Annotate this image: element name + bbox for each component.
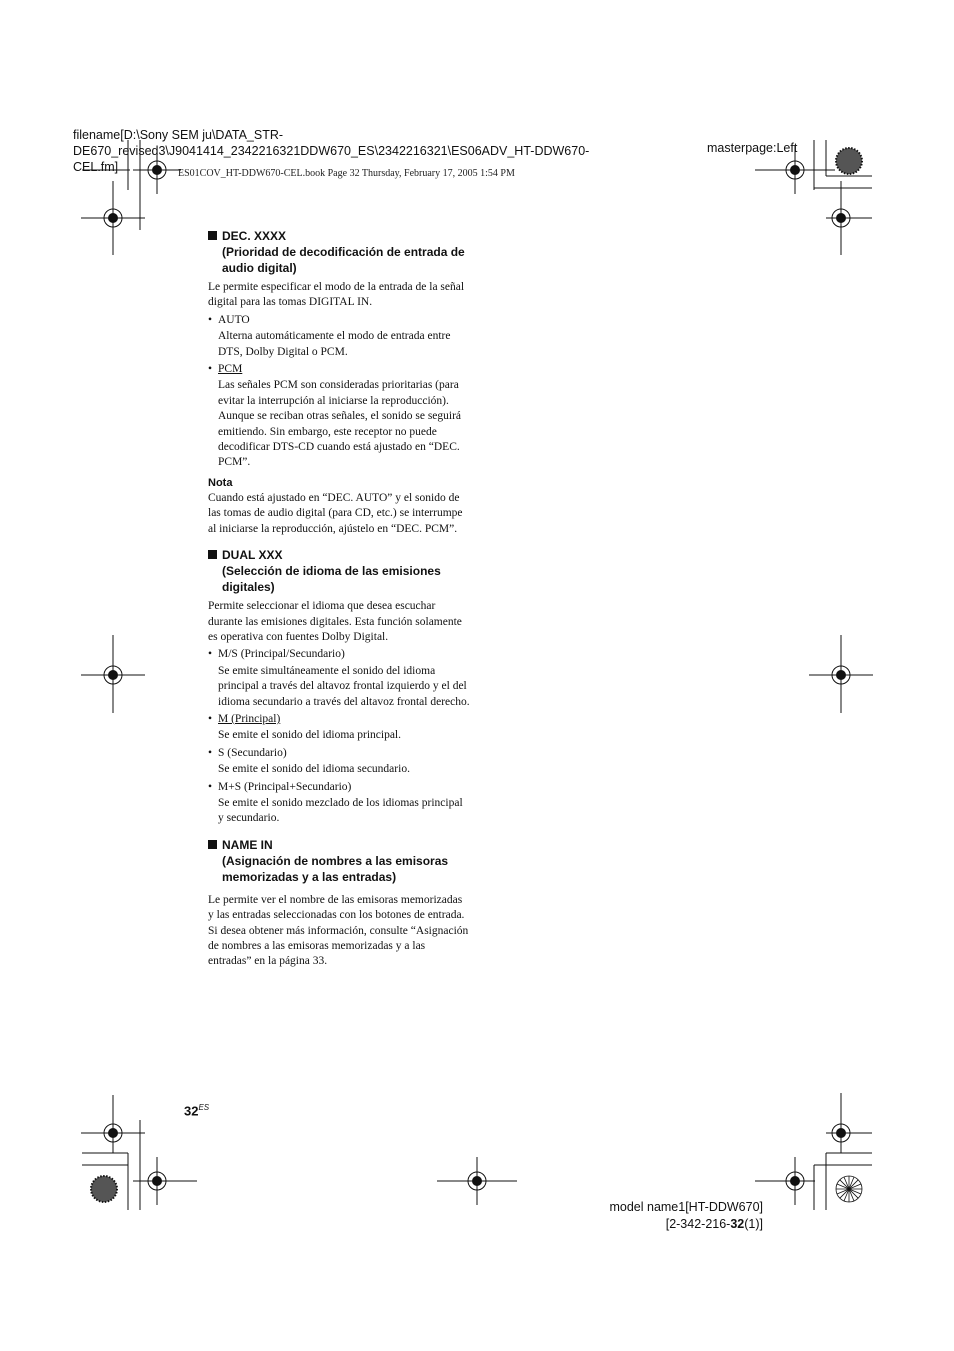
option-description: Alterna automáticamente el modo de entrada entre DTS, Dolby Digital o PCM. <box>218 330 451 358</box>
option-description: Las señales PCM son consideradas prioritarias (para evitar la interrupción al iniciarse la reproducción). Aunque se reciban otras señales, el sonido se seguirá emitiendo. Sin embargo, este receptor no puede decodificar DTS-CD cuando está ajustado en “DEC. PCM”. <box>218 379 462 469</box>
model-line-2 <box>609 1216 763 1233</box>
option-description: Se emite el sonido del idioma principal. <box>218 729 402 742</box>
model-line-1: model name1[HT-DDW670] <box>609 1200 763 1214</box>
model-code-page: 32 <box>730 1217 745 1231</box>
option-label: S (Secundario) <box>218 746 287 759</box>
option-label-default: PCM <box>218 363 243 376</box>
model-code-suffix: (1)] <box>744 1217 763 1231</box>
masterpage-label: masterpage:Left <box>707 141 798 155</box>
section-subtitle: (Asignación de nombres a las emisoras memorizadas y a las entradas) <box>222 853 449 884</box>
note-title: Nota <box>208 476 233 489</box>
square-bullet-icon <box>208 550 217 559</box>
option-label-default: M (Principal) <box>218 712 281 725</box>
square-bullet-icon <box>208 840 217 849</box>
section-heading-name-in <box>208 837 470 885</box>
square-bullet-icon <box>208 231 217 240</box>
page-number <box>184 1103 209 1118</box>
option-label: M+S (Principal+Secundario) <box>218 780 352 793</box>
option-description: Se emite el sonido mezclado de los idiomas principal y secundario. <box>218 796 463 825</box>
content-column <box>208 228 470 970</box>
filename-line-3: CEL.fm] <box>73 160 119 174</box>
section-subtitle: (Prioridad de decodificación de entrada de audio digital) <box>222 245 465 275</box>
option-label: AUTO <box>218 313 250 326</box>
section-title: DUAL XXX <box>222 548 283 563</box>
option-description: Se emite simultáneamente el sonido del idioma principal a través del altavoz frontal izquierdo y el del idioma secundario a través del altavoz frontal derecho. <box>218 664 470 708</box>
list-item: • M (Principal) <box>208 712 281 725</box>
list-item: • M+S (Principal+Secundario) <box>208 780 352 793</box>
section-title: DEC. XXXX <box>222 229 287 243</box>
list-item: • M/S (Principal/Secundario) <box>208 648 345 661</box>
book-info-line: ES01COV_HT-DDW670-CEL.book Page 32 Thursday, February 17, 2005 1:54 PM <box>178 168 515 179</box>
section-subtitle: (Selección de idioma de las emisiones digitales) <box>222 564 441 595</box>
section-intro: Le permite ver el nombre de las emisoras memorizadas y las entradas seleccionadas con los botones de entrada. Si desea obtener más información, consulte “Asignación de nombres a las emisoras memorizadas y a las entradas” en la página 33. <box>208 893 469 968</box>
list-item: • PCM <box>208 363 243 376</box>
section-title: NAME IN <box>222 837 273 852</box>
page-number-value: 32 <box>184 1103 199 1119</box>
option-description: Se emite el sonido del idioma secundario. <box>218 763 410 776</box>
list-item: • AUTO <box>208 313 250 326</box>
section-intro: Permite seleccionar el idioma que desea escuchar durante las emisiones digitales. Esta función solamente es operativa con fuentes Dolby Digital. <box>208 600 462 643</box>
section-heading-dec <box>208 228 470 276</box>
option-label: M/S (Principal/Secundario) <box>218 648 345 661</box>
list-item: • S (Secundario) <box>208 746 287 759</box>
note-text: Cuando está ajustado en “DEC. AUTO” y el sonido de las tomas de audio digital (para CD, etc.) se interrumpe al iniciarse la reproducción, ajústelo en “DEC. PCM”. <box>208 491 463 535</box>
filename-line-2: DE670_revised3\J9041414_2342216321DDW670_ES\2342216321\ES06ADV_HT-DDW670- <box>73 144 590 158</box>
section-heading-dual <box>208 547 470 595</box>
section-intro: Le permite especificar el modo de la entrada de la señal digital para las tomas DIGITAL IN. <box>208 281 465 309</box>
page-number-suffix: ES <box>198 1103 210 1112</box>
filename-line-1: filename[D:\Sony SEM ju\DATA_STR- <box>73 128 284 142</box>
model-info <box>609 1199 763 1233</box>
model-code-prefix: [2-342-216- <box>665 1217 731 1231</box>
